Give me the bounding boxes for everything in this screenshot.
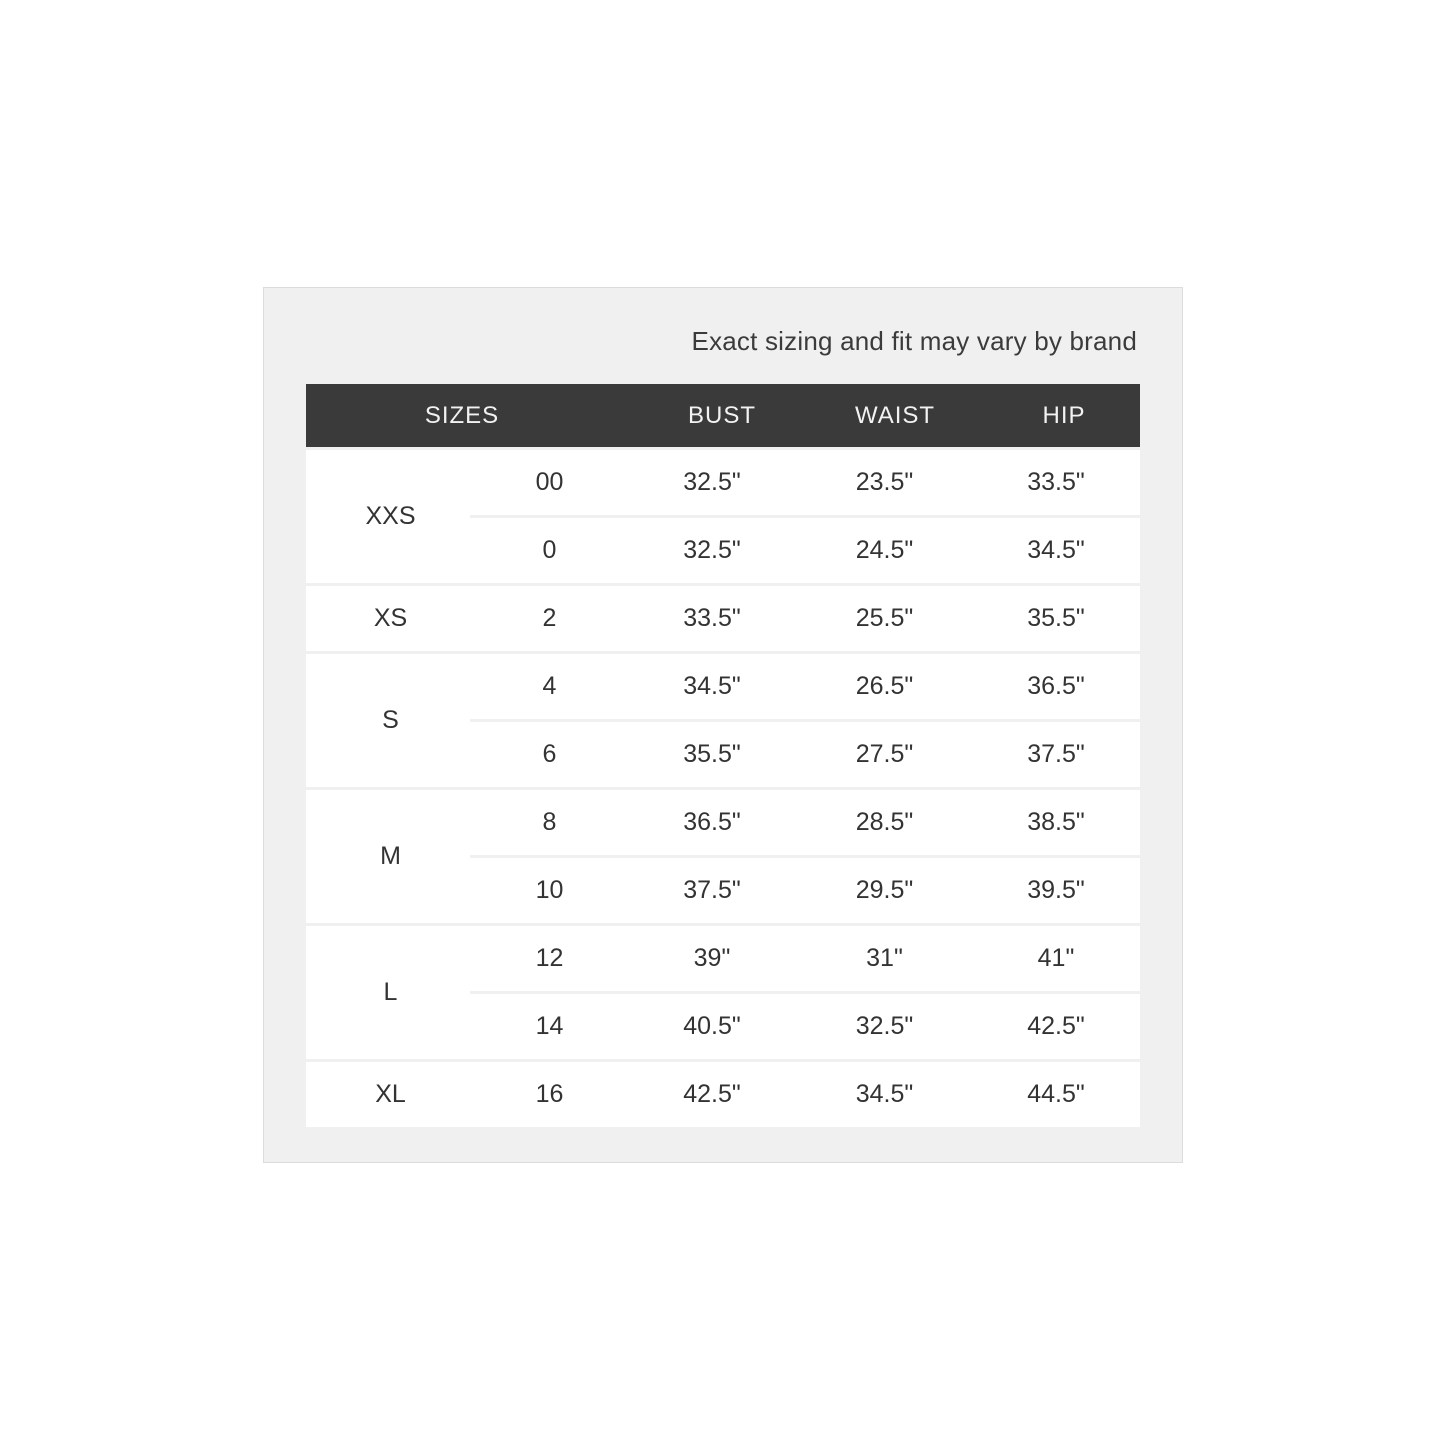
bust-value: 36.5" xyxy=(683,808,741,836)
waist-value: 24.5" xyxy=(855,536,914,564)
waist-value: 32.5" xyxy=(855,1012,914,1040)
table-row xyxy=(470,1062,1140,1127)
hip-value: 34.5" xyxy=(1027,536,1085,564)
waist-value: 28.5" xyxy=(855,808,914,836)
waist-value: 26.5" xyxy=(855,672,914,700)
waist-value: 25.5" xyxy=(855,604,914,632)
table-row xyxy=(470,450,1140,515)
size-number: 2 xyxy=(542,604,557,632)
header-hip: HIP xyxy=(1042,402,1086,429)
table-row xyxy=(470,790,1140,855)
size-letter: L xyxy=(383,978,398,1006)
hip-value: 36.5" xyxy=(1027,672,1085,700)
hip-value: 38.5" xyxy=(1027,808,1085,836)
size-letter: XL xyxy=(375,1080,406,1108)
table-row xyxy=(470,719,1140,787)
bust-value: 39" xyxy=(693,944,731,972)
waist-value: 34.5" xyxy=(855,1080,914,1108)
hip-value: 35.5" xyxy=(1027,604,1085,632)
size-group xyxy=(306,450,1140,583)
waist-value: 27.5" xyxy=(855,740,914,768)
size-number: 00 xyxy=(535,468,564,496)
table-row xyxy=(470,515,1140,583)
size-number: 0 xyxy=(542,536,557,564)
table-row xyxy=(470,991,1140,1059)
size-chart-panel xyxy=(263,287,1183,1163)
table-row xyxy=(470,855,1140,923)
table-row xyxy=(470,926,1140,991)
header-waist: WAIST xyxy=(854,402,936,429)
table-header xyxy=(306,384,1140,447)
size-number: 14 xyxy=(535,1012,564,1040)
size-number: 8 xyxy=(542,808,557,836)
size-group xyxy=(306,654,1140,787)
size-number: 10 xyxy=(535,876,564,904)
header-sizes: SIZES xyxy=(424,402,500,429)
bust-value: 33.5" xyxy=(683,604,741,632)
size-letter: S xyxy=(382,706,399,734)
waist-value: 31" xyxy=(866,944,903,972)
hip-value: 41" xyxy=(1037,944,1075,972)
size-number: 6 xyxy=(542,740,557,768)
hip-value: 39.5" xyxy=(1027,876,1085,904)
bust-value: 40.5" xyxy=(683,1012,741,1040)
sizing-note: Exact sizing and fit may vary by brand xyxy=(691,326,1137,356)
bust-value: 37.5" xyxy=(683,876,741,904)
header-bust: BUST xyxy=(687,402,757,429)
waist-value: 23.5" xyxy=(855,468,914,496)
size-group xyxy=(306,1062,1140,1127)
size-letter: XS xyxy=(373,604,408,632)
size-group xyxy=(306,586,1140,651)
size-group xyxy=(306,790,1140,923)
bust-value: 32.5" xyxy=(683,468,741,496)
table-row xyxy=(470,654,1140,719)
waist-value: 29.5" xyxy=(855,876,914,904)
hip-value: 42.5" xyxy=(1027,1012,1085,1040)
size-chart-table xyxy=(306,384,1140,1127)
size-number: 12 xyxy=(535,944,564,972)
hip-value: 37.5" xyxy=(1027,740,1085,768)
bust-value: 34.5" xyxy=(683,672,741,700)
table-row xyxy=(470,586,1140,651)
bust-value: 32.5" xyxy=(683,536,741,564)
size-letter: XXS xyxy=(365,502,416,530)
table-body xyxy=(306,450,1140,1127)
size-number: 4 xyxy=(542,672,557,700)
size-number: 16 xyxy=(535,1080,564,1108)
size-letter: M xyxy=(380,842,401,870)
bust-value: 35.5" xyxy=(683,740,741,768)
bust-value: 42.5" xyxy=(683,1080,741,1108)
size-group xyxy=(306,926,1140,1059)
hip-value: 44.5" xyxy=(1027,1080,1085,1108)
hip-value: 33.5" xyxy=(1027,468,1085,496)
